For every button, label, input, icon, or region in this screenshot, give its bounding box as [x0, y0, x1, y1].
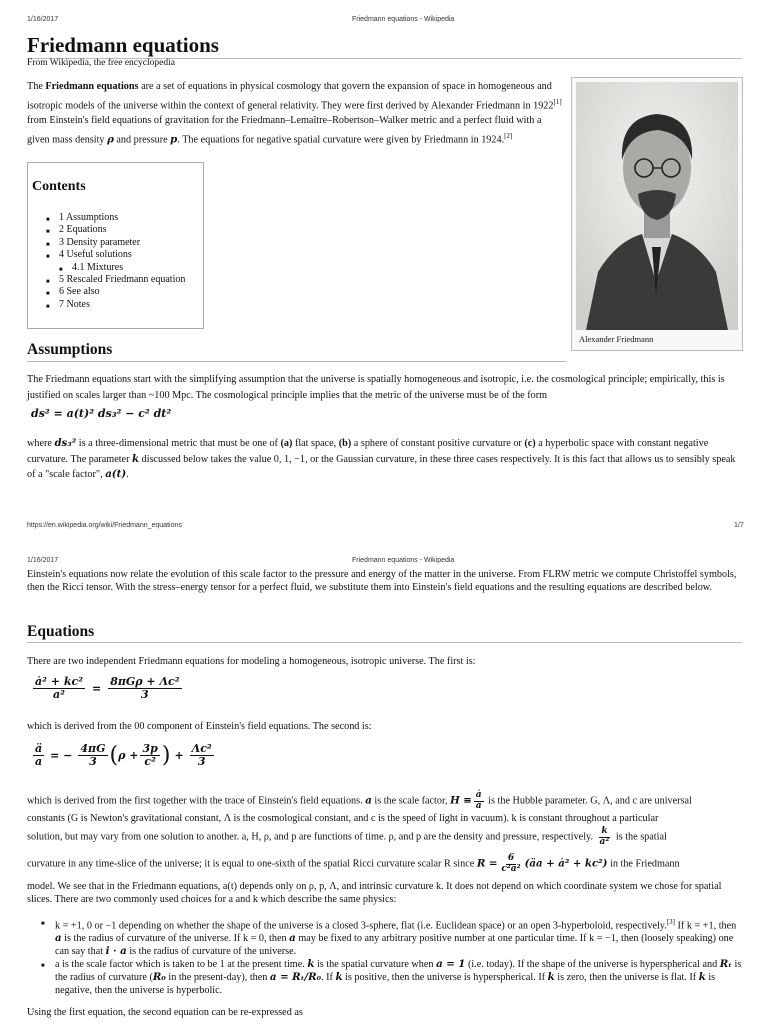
contents-item[interactable]: ■ 6 See also	[59, 286, 185, 298]
page2-paragraph-4d: curvature in any time-slice of the universe; it is equal to one-sixth of the spatial Ricci curvature scalar R since R = $\frac{6}{\text{c²a²}}$ (äa + ȧ² + kc²) in the Friedmann	[27, 853, 680, 874]
list-item: ■ a is the scale factor which is taken to be 1 at the present time. k is the spatial curvature when a = 1 (i.e. today). If the shape of the universe is hyperspherical and Rₜ is the radius of curvature (R₀ in the present-day), then a = Rₜ/R₀. If k is positive, then the universe is hyperspherical. If k is zero, then the universe is flat. If k is negative, then the universe is hyperbolic.	[55, 958, 743, 997]
contents-item[interactable]: ■ 7 Notes	[59, 299, 185, 311]
contents-item[interactable]: ■ 4 Useful solutions	[59, 249, 185, 261]
page2-paragraph-5: Using the first equation, the second equation can be re-expressed as	[27, 1007, 303, 1018]
assumptions-heading: Assumptions	[27, 341, 113, 358]
choices-list	[55, 916, 743, 997]
portrait-caption: Alexander Friedmann	[579, 334, 654, 344]
portrait-figure	[571, 77, 743, 351]
contents-item[interactable]: ■ 5 Rescaled Friedmann equation	[59, 274, 185, 286]
contents-item[interactable]: ■ 2 Equations	[59, 224, 185, 236]
assumptions-rule	[27, 361, 567, 362]
second-friedmann-equation: $\frac{ä}{a}$ = − $\frac{4\pi G}{3}$ ( ρ + $\frac{3p}{\text{c²}}$ ) + $\frac{\text{Λc²}}{3}$	[35, 742, 212, 769]
assumptions-paragraph-2: where ds₃² is a three-dimensional metric that must be one of (a) flat space, (b) a sphere of constant positive curvature or (c) a hyperbolic space with constant negative curvature. The parameter k discussed below takes the value 0, 1, −1, or the Gaussian curvature, in these three cases respectively. It is this fact that allows us to sensibly speak of a "scale factor", a(t).	[27, 437, 736, 480]
portrait-image	[576, 82, 738, 330]
page1-header-title: Friedmann equations - Wikipedia	[352, 16, 455, 23]
table-of-contents	[27, 162, 204, 329]
page-title: Friedmann equations	[27, 33, 219, 57]
page1-date: 1/16/2017	[27, 16, 59, 23]
assumptions-paragraph-1: The Friedmann equations start with the simplifying assumption that the universe is spatially homogeneous and isotropic, i.e. the cosmological principle; empirically, this is justified on scales larger than ~100 Mpc. The cosmological principle implies that the metric of the universe must be of the form	[27, 374, 725, 401]
page1-number: 1/7	[734, 522, 744, 529]
contents-list	[59, 212, 185, 311]
page2-paragraph-4b: constants (G is Newton's gravitational constant, Λ is the cosmological constant, and c is the speed of light in vacuum). k is constant throughout a particular	[27, 813, 659, 824]
page2-header-title: Friedmann equations - Wikipedia	[352, 557, 455, 564]
list-item: ■ k = +1, 0 or −1 depending on whether the shape of the universe is a closed 3-sphere, flat (i.e. Euclidean space) or an open 3-hyperboloid, respectively.[3] If k = +1, then a is the radius of curvature of the universe. If k = 0, then a may be fixed to any arbitrary positive number at one particular time. If k = −1, then (loosely speaking) one can say that i · a is the radius of curvature of the universe.	[55, 916, 743, 958]
page2-paragraph-1: Einstein's equations now relate the evolution of this scale factor to the pressure and energy of the matter in the universe. From FLRW metric we compute Christoffel symbols, then the Ricci tensor. With the stress–energy tensor for a perfect fluid, we substitute them into Einstein's field equations and the resulting equations are described below.	[27, 569, 737, 593]
contents-item[interactable]: ■ 4.1 Mixtures	[72, 262, 185, 274]
equations-rule	[27, 642, 742, 643]
contents-title: Contents	[32, 179, 86, 194]
contents-item[interactable]: ■ 1 Assumptions	[59, 212, 185, 224]
page2-paragraph-4a: which is derived from the first together with the trace of Einstein's field equations. a is the scale factor, H ≡ $\frac{ȧ}{a}$ is the Hubble parameter. G, Λ, and c are universal	[27, 790, 692, 811]
page-subtitle: From Wikipedia, the free encyclopedia	[27, 58, 175, 68]
page1-url: https://en.wikipedia.org/wiki/Friedmann_equations	[27, 522, 182, 529]
contents-item[interactable]: ■ 3 Density parameter	[59, 237, 185, 249]
page2-date: 1/16/2017	[27, 557, 59, 564]
equations-heading: Equations	[27, 623, 95, 640]
page2-paragraph-4c: solution, but may vary from one solution to another. a, H, ρ, and p are functions of time. ρ, and p are the density and pressure, respectively. $\frac{k}{\text{a²}}$ is the spatial	[27, 826, 667, 847]
first-friedmann-equation: $\frac{\text{ȧ² + kc²}}{\text{a²}}$ = $\frac{\text{8πGρ + Λc²}}{3}$	[35, 675, 180, 702]
page2-paragraph-2: There are two independent Friedmann equations for modeling a homogeneous, isotropic universe. The first is:	[27, 656, 476, 667]
intro-paragraph: The Friedmann equations are a set of equations in physical cosmology that govern the expansion of space in homogeneous and isotropic models of the universe within the context of general relativity. They were first derived by Alexander Friedmann in 1922[1] from Einstein's field equations of gravitation for the Friedmann–Lemaître–Robertson–Walker metric and a perfect fluid with a given mass density ρ and pressure p. The equations for negative spatial curvature were given by Friedmann in 1924.[2]	[27, 81, 562, 146]
page2-paragraph-4e: model. We see that in the Friedmann equations, a(t) depends only on ρ, p, Λ, and intrinsic curvature k. It does not depend on which coordinate system we chose for spatial slices. There are two commonly used choices for a and k which describe the same physics:	[27, 881, 722, 905]
page2-paragraph-3: which is derived from the 00 component of Einstein's field equations. The second is:	[27, 721, 372, 732]
metric-equation: ds² = a(t)² ds₃² − c² dt²	[31, 407, 172, 420]
